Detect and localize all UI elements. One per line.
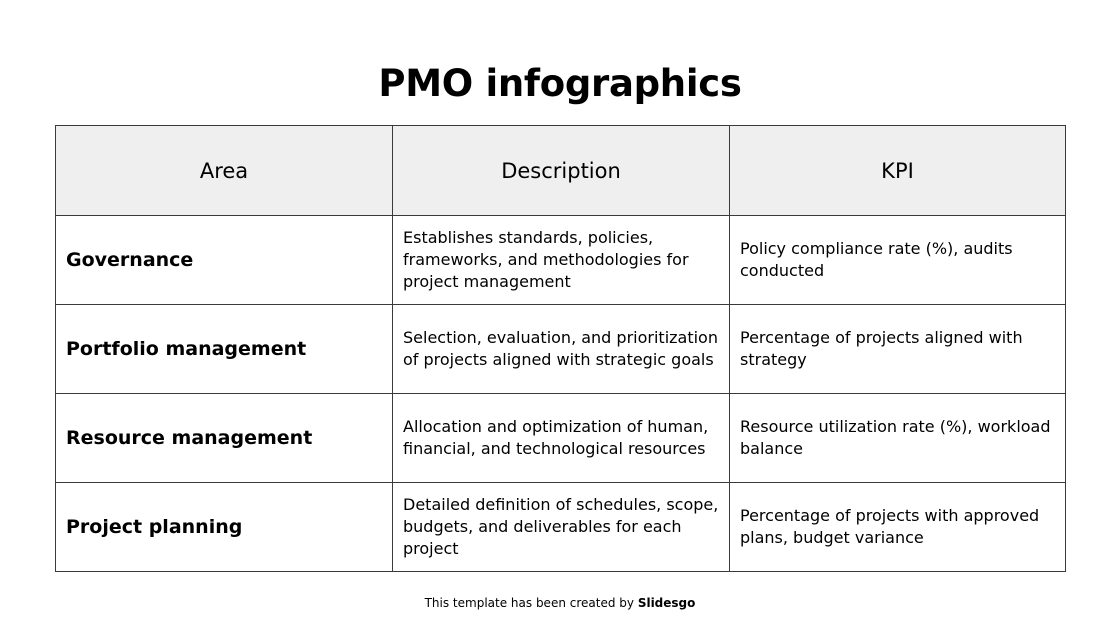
page-title: PMO infographics	[378, 62, 742, 105]
area-cell: Governance	[56, 216, 393, 305]
footer-credit	[0, 594, 1120, 612]
kpi-cell: Resource utilization rate (%), workload balance	[730, 394, 1066, 483]
column-header-description: Description	[393, 126, 730, 216]
kpi-cell: Policy compliance rate (%), audits conducted	[730, 216, 1066, 305]
description-cell: Selection, evaluation, and prioritization of projects aligned with strategic goals	[393, 305, 730, 394]
column-header-area: Area	[56, 126, 393, 216]
description-cell: Allocation and optimization of human, financial, and technological resources	[393, 394, 730, 483]
description-cell: Detailed definition of schedules, scope, budgets, and deliverables for each project	[393, 483, 730, 572]
kpi-cell: Percentage of projects aligned with strategy	[730, 305, 1066, 394]
table-row	[56, 483, 1066, 572]
kpi-cell: Percentage of projects with approved plans, budget variance	[730, 483, 1066, 572]
pmo-table	[55, 125, 1066, 572]
area-cell: Project planning	[56, 483, 393, 572]
table-row	[56, 305, 1066, 394]
table-row	[56, 216, 1066, 305]
area-cell: Portfolio management	[56, 305, 393, 394]
description-cell: Establishes standards, policies, frameworks, and methodologies for project management	[393, 216, 730, 305]
column-header-kpi: KPI	[730, 126, 1066, 216]
area-cell: Resource management	[56, 394, 393, 483]
footer-text: This template has been created by	[424, 596, 634, 610]
table-row	[56, 394, 1066, 483]
table-header-row	[56, 126, 1066, 216]
footer-brand: Slidesgo	[637, 596, 696, 610]
